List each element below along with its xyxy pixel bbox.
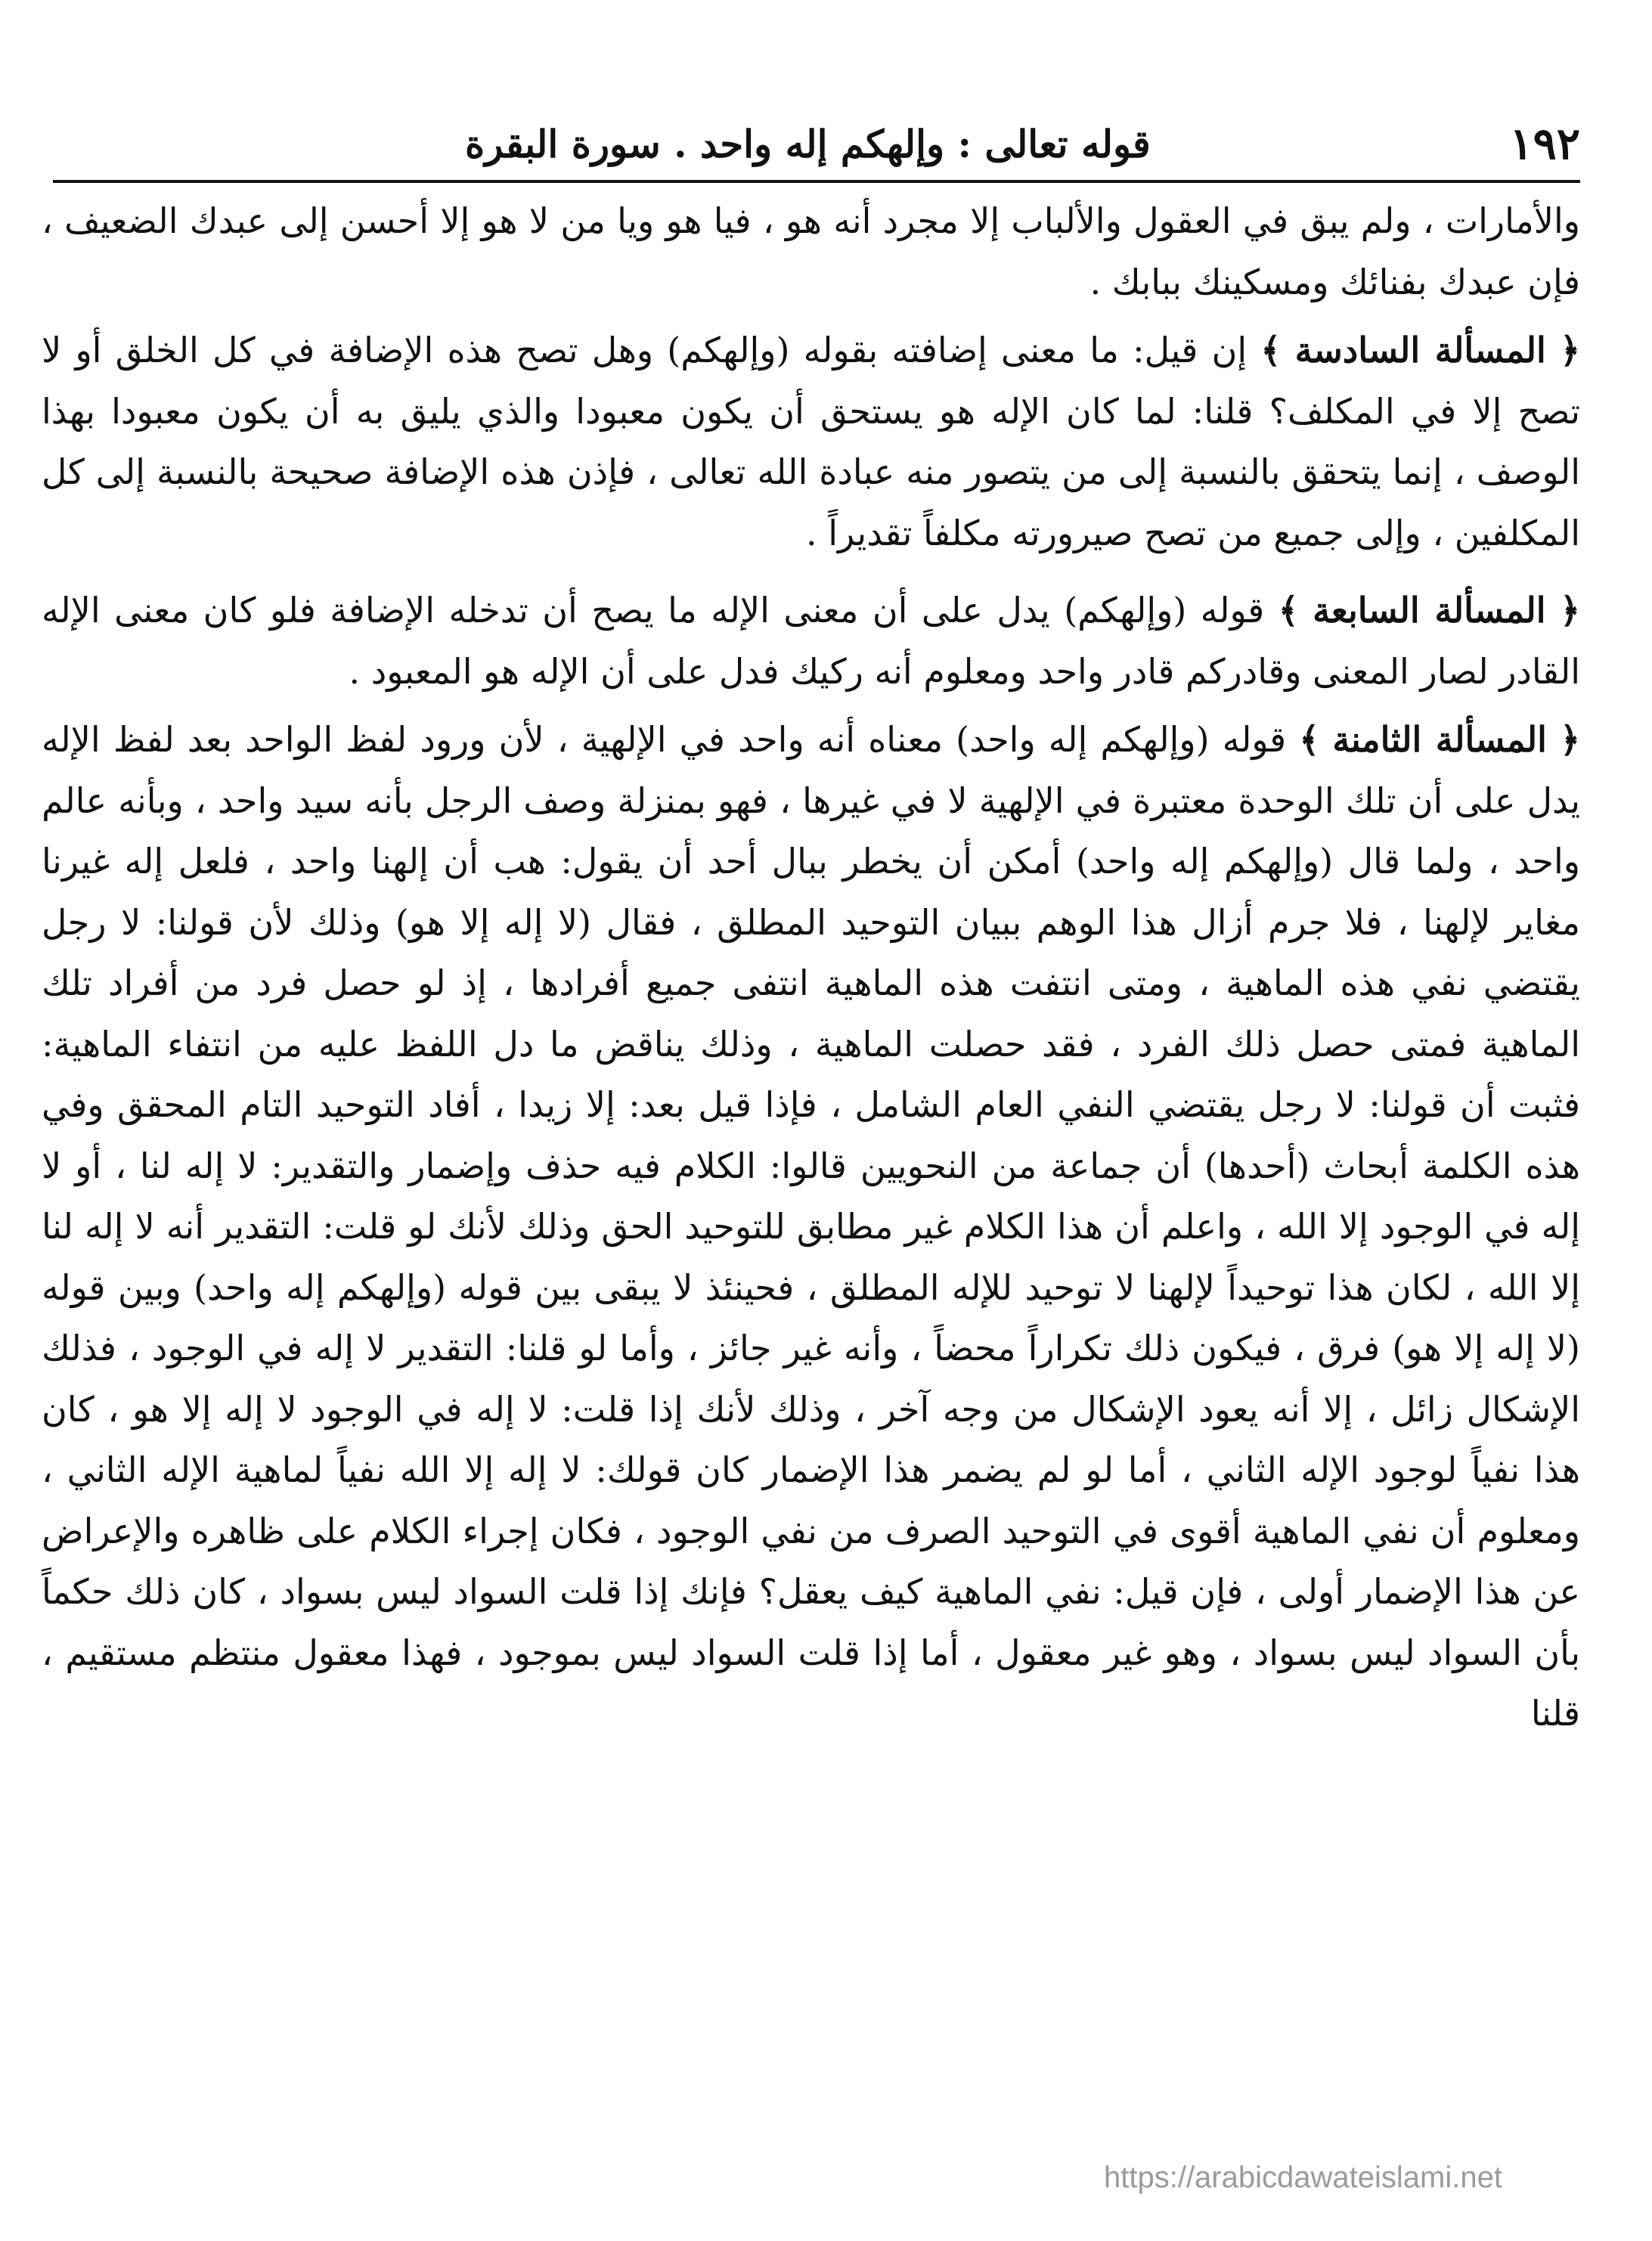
paragraph-text: والأمارات ، ولم يبق في العقول والألباب إلا مجرد أنه هو ، فيا هو ويا من لا هو إلا أحسن إلى عبدك الضعيف ، فإن عبدك بفنائك ومسكينك ببابك . xyxy=(42,200,1580,302)
ornament-open: ﴿ xyxy=(1560,590,1581,631)
issue-label: المسألة السابعة xyxy=(1313,590,1546,631)
running-title: قوله تعالى : وإلهكم إله واحد . سورة البقرة xyxy=(465,121,1151,166)
watermark-url: https://arabicdawateislami.net xyxy=(1104,2161,1502,2194)
page-header xyxy=(72,113,1580,174)
issue-label: المسألة الثامنة xyxy=(1332,719,1547,760)
header-rule xyxy=(53,180,1580,183)
paragraph-text: إن قيل: ما معنى إضافته بقوله (وإلهكم) وهل تصح هذه الإضافة في كل الخلق أو لا تصح إلا في المكلف؟ قلنا: لما كان الإله هو يستحق أن يكون معبودا والذي يليق به أن يكون معبودا بهذا الوصف ، إنما يتحقق بالنسبة إلى من يتصور منه عبادة الله تعالى ، فإذن هذه الإضافة صحيحة بالنسبة إلى كل المكلفين ، وإلى جميع من تصح صيرورته مكلفاً تقديراً . xyxy=(42,330,1580,553)
ornament-close: ﴾ xyxy=(1260,330,1282,370)
paragraph-intro xyxy=(42,191,1580,312)
ornament-open: ﴿ xyxy=(1560,719,1581,760)
ornament-close: ﴾ xyxy=(1278,590,1299,631)
paragraph-issue-6 xyxy=(42,320,1580,563)
paragraph-text: قوله (وإلهكم) يدل على أن معنى الإله ما يصح أن تدخله الإضافة فلو كان معنى الإله القادر لصار المعنى وقادركم قادر واحد ومعلوم أنه ركيك فدل على أن الإله هو المعبود . xyxy=(42,590,1580,692)
paragraph-issue-7 xyxy=(42,580,1580,702)
issue-label: المسألة السادسة xyxy=(1294,330,1546,370)
paragraph-text: قوله (وإلهكم إله واحد) معناه أنه واحد في الإلهية ، لأن ورود لفظ الواحد بعد لفظ الإله يدل على أن تلك الوحدة معتبرة في الإلهية لا في غيرها ، فهو بمنزلة وصف الرجل بأنه سيد واحد ، وبأنه عالم واحد ، ولما قال (وإلهكم إله واحد) أمكن أن يخطر ببال أحد أن يقول: هب أن إلهنا واحد ، فلعل إله غيرنا مغاير لإلهنا ، فلا جرم أزال هذا الوهم ببيان التوحيد المطلق ، فقال (لا إله إلا هو) وذلك لأن قولنا: لا رجل يقتضي نفي هذه الماهية ، ومتى انتفت هذه الماهية انتفى جميع أفرادها ، إذ لو حصل فرد من أفراد تلك الماهية فمتى حصل ذلك الفرد ، فقد حصلت الماهية ، وذلك يناقض ما دل اللفظ عليه من انتفاء الماهية: فثبت أن قولنا: لا رجل يقتضي النفي العام الشامل ، فإذا قيل بعد: إلا زيدا ، أفاد التوحيد التام المحقق وفي هذه الكلمة أبحاث (أحدها) أن جماعة من النحويين قالوا: الكلام فيه حذف وإضمار والتقدير: لا إله لنا ، أو لا إله في الوجود إلا الله ، واعلم أن هذا الكلام غير مطابق للتوحيد الحق وذلك لأنك لو قلت: التقدير أنه لا إله لنا إلا الله ، لكان هذا توحيداً لإلهنا لا توحيد للإله المطلق ، فحينئذ لا يبقى بين قوله (وإلهكم إله واحد) وبين قوله (لا إله إلا هو) فرق ، فيكون ذلك تكراراً محضاً ، وأنه غير جائز ، وأما لو قلنا: التقدير لا إله في الوجود ، فذلك الإشكال زائل ، إلا أنه يعود الإشكال من وجه آخر ، وذلك لأنك إذا قلت: لا إله في الوجود لا إله إلا هو ، كان هذا نفياً لوجود الإله الثاني ، أما لو لم يضمر هذا الإضمار كان قولك: لا إله إلا الله نفياً لماهية الإله الثاني ، ومعلوم أن نفي الماهية أقوى في التوحيد الصرف من نفي الوجود ، فكان إجراء الكلام على ظاهره والإعراض عن هذا الإضمار أولى ، فإن قيل: نفي الماهية كيف يعقل؟ فإنك إذا قلت السواد ليس بسواد ، كان ذلك حكماً بأن السواد ليس بسواد ، وهو غير معقول ، أما إذا قلت السواد ليس بموجود ، فهذا معقول منتظم مستقيم ، قلنا xyxy=(42,719,1581,1734)
body-text xyxy=(42,191,1580,1744)
ornament-open: ﴿ xyxy=(1560,330,1581,370)
ornament-close: ﴾ xyxy=(1299,719,1320,760)
page-number: ١٩٢ xyxy=(1509,118,1580,169)
paragraph-issue-8 xyxy=(42,709,1580,1744)
